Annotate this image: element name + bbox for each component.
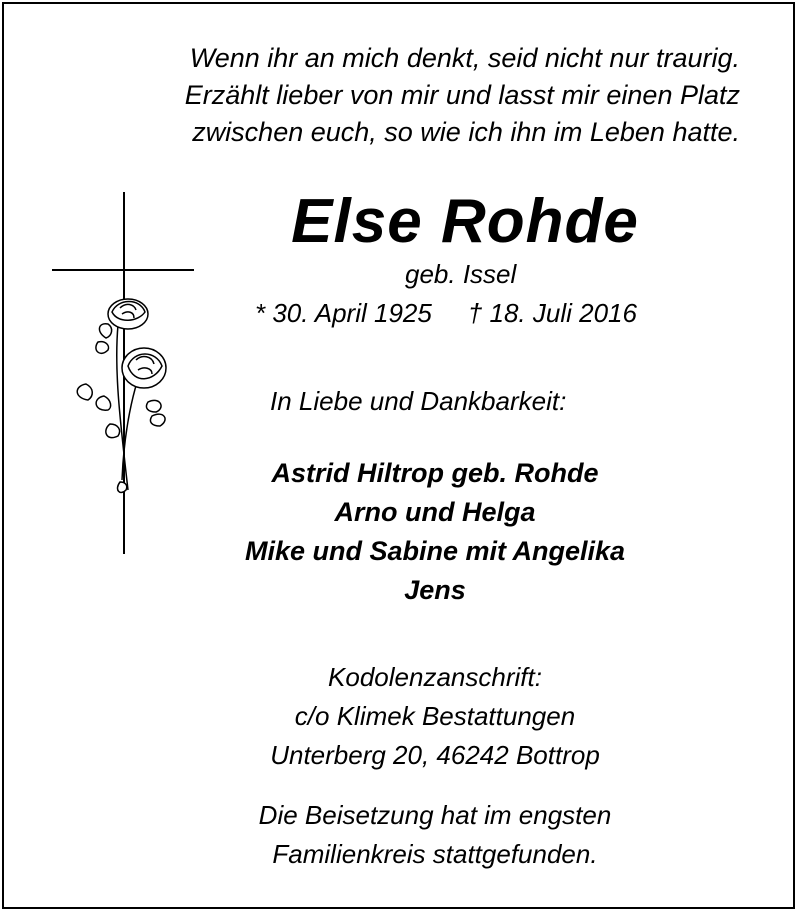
- closing-line: Familienkreis stattgefunden.: [272, 839, 598, 869]
- birth-name: geb. Issel: [405, 259, 517, 289]
- condolence-address: [185, 658, 685, 775]
- quote-line: Erzählt lieber von mir und lasst mir einen Platz: [184, 80, 740, 110]
- burial-note: [185, 796, 685, 874]
- address-line: Unterberg 20, 46242 Bottrop: [270, 740, 600, 770]
- death-date: † 18. Juli 2016: [467, 298, 637, 328]
- address-line: c/o Klimek Bestattungen: [294, 701, 576, 731]
- mourner-name: Jens: [404, 575, 466, 605]
- thanks-line: In Liebe und Dankbarkeit:: [270, 386, 567, 416]
- mourner-name: Mike und Sabine mit Angelika: [244, 536, 626, 566]
- closing-line: Die Beisetzung hat im engsten: [258, 800, 612, 830]
- birth-date: * 30. April 1925: [255, 298, 432, 328]
- quote-line: zwischen euch, so wie ich ihn im Leben hatte.: [192, 117, 740, 147]
- life-dates: [255, 298, 637, 329]
- memorial-quote: [100, 40, 740, 151]
- cross-with-roses-icon: [48, 190, 198, 556]
- quote-line: Wenn ihr an mich denkt, seid nicht nur traurig.: [189, 43, 740, 73]
- mourner-name: Arno und Helga: [334, 497, 536, 527]
- mourner-name: Astrid Hiltrop geb. Rohde: [271, 458, 599, 488]
- address-line: Kodolenzanschrift:: [328, 662, 542, 692]
- deceased-name: Else Rohde: [291, 187, 639, 256]
- mourners-list: [185, 454, 685, 610]
